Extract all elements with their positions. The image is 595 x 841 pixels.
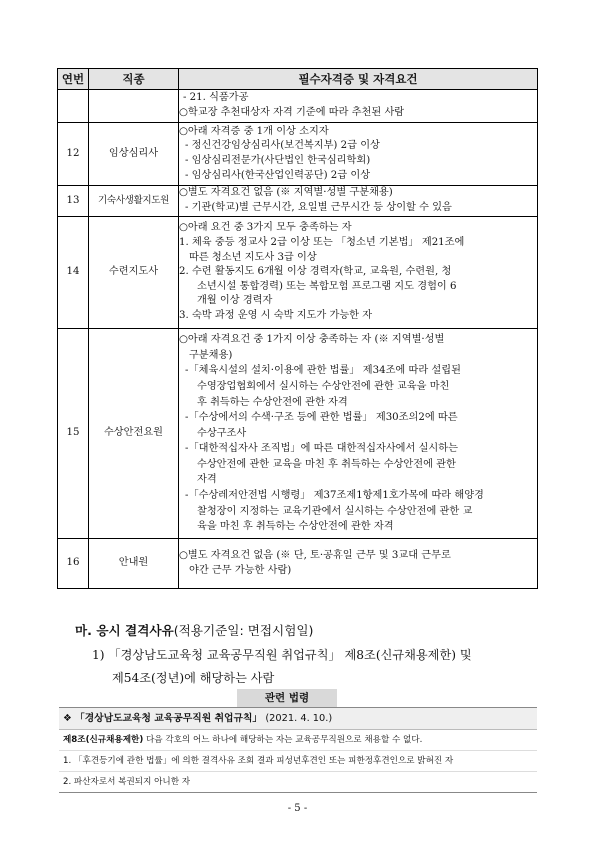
requirement-line: 2. 수련 활동지도 6개월 이상 경력자(학교, 교육원, 수련원, 청 xyxy=(179,266,452,278)
requirement-line: 따른 청소년 지도사 3급 이상 xyxy=(189,251,317,263)
requirement-line: -「대한적십자사 조직법」에 따른 대한적십자사에서 실시하는 xyxy=(185,443,458,455)
table-row xyxy=(58,217,538,329)
disqualification-item-line1: 1) 「경상남도교육청 교육공무직원 취업규칙」 제8조(신규채용제한) 및 xyxy=(92,648,472,662)
requirement-line: 후 취득하는 수상안전에 관한 자격 xyxy=(197,396,348,408)
table-row xyxy=(58,186,538,217)
table-row xyxy=(58,123,538,186)
requirement-line: ○아래 자격요건 중 1가지 이상 충족하는 자 (※ 지역별·성별 xyxy=(179,334,445,346)
header-requirements: 필수자격증 및 자격요건 xyxy=(179,69,538,90)
requirement-line: 소년시설 통합경력) 또는 복합모험 프로그램 지도 경험이 6 xyxy=(197,280,457,292)
row-requirements xyxy=(179,329,538,539)
row-job: 기숙사생활지도원 xyxy=(89,186,179,217)
row-requirements xyxy=(179,90,538,123)
row-requirements xyxy=(179,217,538,329)
row-number: 13 xyxy=(58,186,89,217)
row-job: 안내원 xyxy=(89,539,179,589)
law-article-line xyxy=(59,730,537,751)
law-clause-1: 1. 「후견등기에 관한 법률」에 의한 결격사유 조회 결과 피성년후견인 또는 피한정후견인으로 밝혀진 자 xyxy=(59,751,537,772)
law-article: 제8조(신규채용제한) xyxy=(63,735,144,745)
requirement-line: 찰청장이 지정하는 교육기관에서 실시하는 수상안전에 관한 교 xyxy=(197,505,473,517)
row-requirements xyxy=(179,123,538,186)
requirement-line: - 임상심리전문가(사단법인 한국심리학회) xyxy=(185,155,371,166)
row-requirements xyxy=(179,186,538,217)
requirement-line: 수상안전에 관한 교육을 마친 후 취득하는 수상안전에 관한 xyxy=(197,458,456,470)
row-requirements xyxy=(179,539,538,589)
row-number: 14 xyxy=(58,217,89,329)
related-law-box xyxy=(59,707,537,793)
law-title-row xyxy=(59,708,537,730)
requirement-line: 수상구조사 xyxy=(197,427,247,439)
requirement-line: 구분채용) xyxy=(189,349,233,361)
requirement-line: ○학교장 추천대상자 자격 기준에 따라 추천된 사람 xyxy=(179,107,405,118)
row-number xyxy=(58,90,89,123)
requirement-line: ○별도 자격요건 없음 (※ 지역별·성별 구분채용) xyxy=(179,187,393,199)
section-subtitle: (적용기준일: 면접시험일) xyxy=(173,623,314,638)
requirement-line: 수영장업협회에서 실시하는 수상안전에 관한 교육을 마친 xyxy=(197,380,450,392)
requirement-line: 개월 이상 경력자 xyxy=(197,295,273,307)
related-law-tab: 관련 법령 xyxy=(237,689,337,707)
requirement-line: 야간 근무 가능한 사람) xyxy=(189,564,292,576)
row-job: 수련지도사 xyxy=(89,217,179,329)
requirement-line: 자격 xyxy=(197,474,217,486)
section-title xyxy=(75,620,313,639)
header-job: 직종 xyxy=(89,69,179,90)
law-clause-2: 2. 파산자로서 복권되지 아니한 자 xyxy=(63,777,191,787)
requirement-line: 1. 체육 중등 정교사 2급 이상 또는 「청소년 기본법」 제21조에 xyxy=(179,237,465,249)
requirement-line: 3. 숙박 과정 운영 시 숙박 지도가 가능한 자 xyxy=(179,309,373,321)
disqualification-item-line2: 제54조(정년)에 해당하는 사람 xyxy=(112,671,275,685)
requirement-line: -「수상레저안전법 시행령」 제37조제1항제1호가목에 따라 해양경 xyxy=(185,490,484,502)
requirement-line: 육을 마친 후 취득하는 수상안전에 관한 자격 xyxy=(197,521,394,533)
requirement-line: - 임상심리사(한국산업인력공단) 2급 이상 xyxy=(185,169,371,181)
row-job: 수상안전요원 xyxy=(89,329,179,539)
requirement-line: ○아래 요건 중 3가지 모두 충족하는 자 xyxy=(179,222,352,234)
row-number: 16 xyxy=(58,539,89,589)
law-title: 「경상남도교육청 교육공무직원 취업규칙」 xyxy=(74,713,263,724)
section-heading: 마. 응시 결격사유 xyxy=(75,623,174,638)
requirement-line: -「수상에서의 수색·구조 등에 관한 법률」 제30조의2에 따른 xyxy=(185,412,458,424)
requirements-table xyxy=(57,68,538,589)
row-job xyxy=(89,90,179,123)
law-article-text: 다음 각호의 어느 하나에 해당하는 자는 교육공무직원으로 채용할 수 없다. xyxy=(143,735,423,745)
diamond-bullet-icon: ❖ xyxy=(63,713,72,724)
table-header-row xyxy=(58,69,538,90)
row-job: 임상심리사 xyxy=(89,123,179,186)
requirement-line: -「체육시설의 설치·이용에 관한 법률」 제34조에 따라 설립된 xyxy=(185,365,461,377)
requirement-line: ○별도 자격요건 없음 (※ 단, 토·공휴일 근무 및 3교대 근무로 xyxy=(179,549,451,561)
requirement-line: - 21. 식품가공 xyxy=(183,92,249,104)
requirement-line: - 정신건강임상심리사(보건복지부) 2급 이상 xyxy=(185,140,380,152)
row-number: 15 xyxy=(58,329,89,539)
row-number: 12 xyxy=(58,123,89,186)
table-row xyxy=(58,539,538,589)
table-row xyxy=(58,329,538,539)
page-number: - 5 - xyxy=(287,803,308,814)
law-date: (2021. 4. 10.) xyxy=(265,713,333,724)
requirement-line: ○아래 자격증 중 1개 이상 소지자 xyxy=(179,125,329,137)
table-row xyxy=(58,90,538,123)
header-number: 연번 xyxy=(58,69,89,90)
requirement-line: - 기관(학교)별 근무시간, 요일별 근무시간 등 상이할 수 있음 xyxy=(185,202,452,213)
